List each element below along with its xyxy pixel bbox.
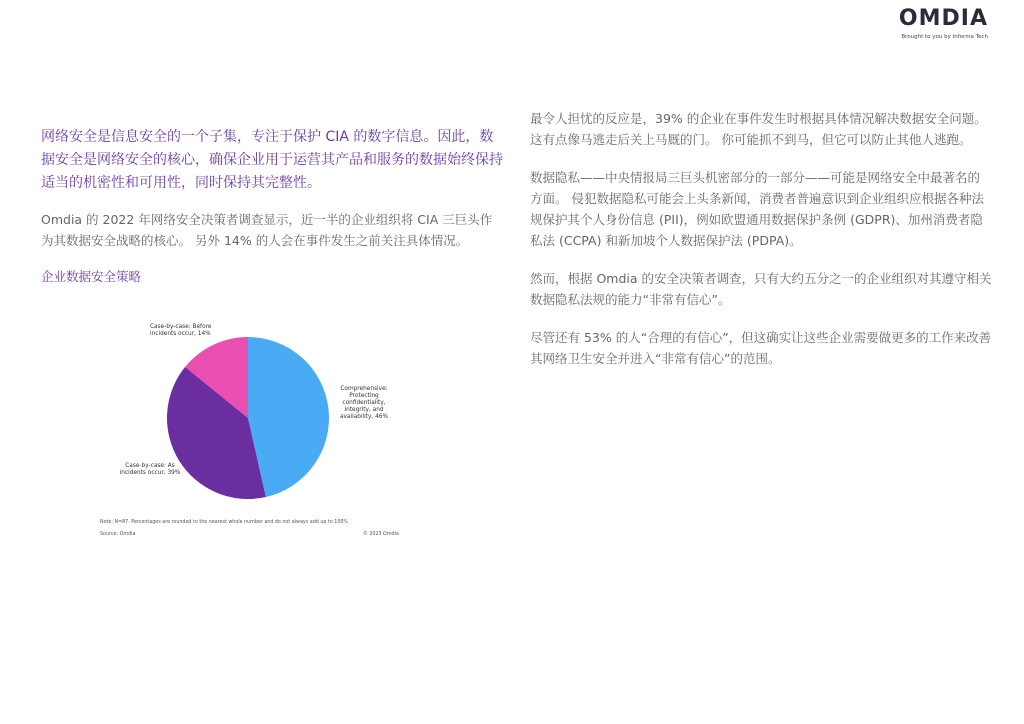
slice-label-comprehensive: Comprehensive: Protecting confidentiality, integrity, and availability, 46%	[339, 386, 389, 420]
left-column	[41, 126, 503, 295]
chart-heading: 企业数据安全策略	[41, 269, 142, 284]
survey-paragraph: Omdia 的 2022 年网络安全决策者调查显示，近一半的企业组织将 CIA 三巨头作为其数据安全战略的核心。 另外 14% 的人会在事件发生之前关注具体情况。	[41, 212, 493, 248]
slice-label-as-occur: Case-by-case: As incidents occur, 39%	[119, 463, 181, 476]
chart-copyright: © 2023 Omdia	[363, 532, 399, 537]
chart-note: Note: N=87. Percentages are rounded to the nearest whole number and do not always add up to 100%	[100, 520, 348, 525]
right-paragraph-1: 最令人担忧的反应是，39% 的企业在事件发生时根据具体情况解决数据安全问题。 这有点像马逃走后关上马厩的门。 你可能抓不到马，但它可以防止其他人逃跑。	[530, 111, 987, 147]
right-column	[530, 108, 992, 386]
chart-source: Source: Omdia	[100, 532, 136, 537]
pie-chart	[95, 320, 415, 545]
logo-tagline: Brought to you by Informa Tech	[901, 34, 988, 40]
right-paragraph-3: 然而，根据 Omdia 的安全决策者调查，只有大约五分之一的企业组织对其遵守相关数据隐私法规的能力“非常有信心”。	[530, 271, 992, 307]
logo-wordmark: OMDIA	[898, 6, 988, 31]
slice-label-before: Case-by-case: Before incidents occur, 14%	[150, 324, 212, 337]
omdia-logo	[878, 6, 988, 40]
right-paragraph-4: 尽管还有 53% 的人“合理的有信心”，但这确实让这些企业需要做更多的工作来改善其网络卫生安全并进入“非常有信心”的范围。	[530, 330, 992, 366]
intro-paragraph: 网络安全是信息安全的一个子集，专注于保护 CIA 的数字信息。因此，数据安全是网络安全的核心，确保企业用于运营其产品和服务的数据始终保持适当的机密性和可用性，同时保持其完整性。	[41, 129, 503, 191]
right-paragraph-2: 数据隐私——中央情报局三巨头机密部分的一部分——可能是网络安全中最著名的方面。 侵犯数据隐私可能会上头条新闻，消费者普遍意识到企业组织应根据各种法规保护其个人身份信息 (PII)，例如欧盟通用数据保护条例 (GDPR)、加州消费者隐私法 (CCPA) 和新加坡个人数据保护法 (PDPA)。	[530, 170, 984, 248]
pie-chart-svg	[95, 320, 415, 545]
